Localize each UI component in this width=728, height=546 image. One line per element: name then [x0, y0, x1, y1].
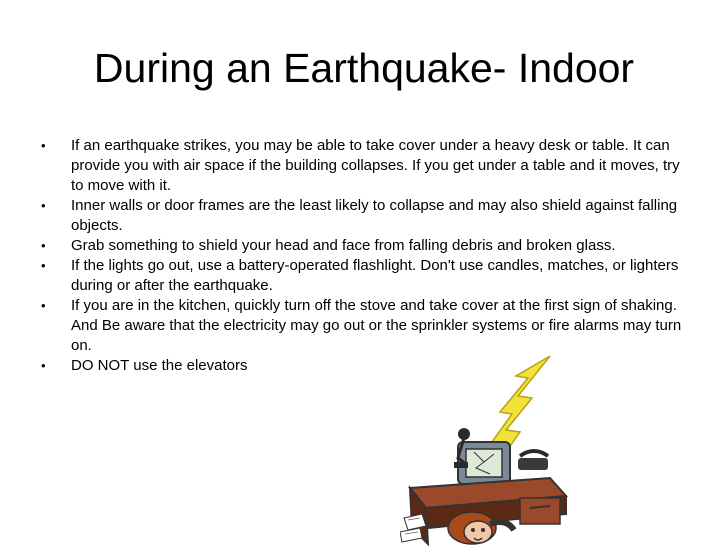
bullet-text: If you are in the kitchen, quickly turn off the stove and take cover at the first sign of shaking. And Be aware that the electricity may go out or the sprinkler systems or fire alarms may turn on. [71, 297, 682, 354]
bullet-icon: • [41, 358, 46, 373]
bullet-item [36, 136, 684, 196]
bullet-item [36, 196, 684, 236]
bullet-text: Inner walls or door frames are the least likely to collapse and may also shield against falling objects. [71, 197, 678, 234]
bullet-text: DO NOT use the elevators [71, 357, 248, 374]
bullet-text: If the lights go out, use a battery-operated flashlight. Don't use candles, matches, or lighters during or after the earthquake. [71, 257, 679, 294]
bullet-icon: • [41, 298, 46, 313]
bullet-item [36, 236, 684, 256]
bullet-item [36, 296, 684, 356]
bullet-icon: • [41, 138, 46, 153]
earthquake-desk-clipart-icon [400, 338, 572, 546]
bullet-item [36, 356, 684, 376]
slide-title: During an Earthquake- Indoor [93, 45, 635, 91]
bullet-icon: • [41, 198, 46, 213]
bullet-item [36, 256, 684, 296]
bullet-text: If an earthquake strikes, you may be able to take cover under a heavy desk or table. It can provide you with air space if the building collapses. If you get under a table and it moves, try to move with it. [71, 137, 680, 194]
telephone-icon [518, 451, 548, 470]
bullet-text: Grab something to shield your head and face from falling debris and broken glass. [71, 237, 616, 254]
bullet-icon: • [41, 258, 46, 273]
bullet-list [36, 136, 684, 376]
bullet-icon: • [41, 238, 46, 253]
